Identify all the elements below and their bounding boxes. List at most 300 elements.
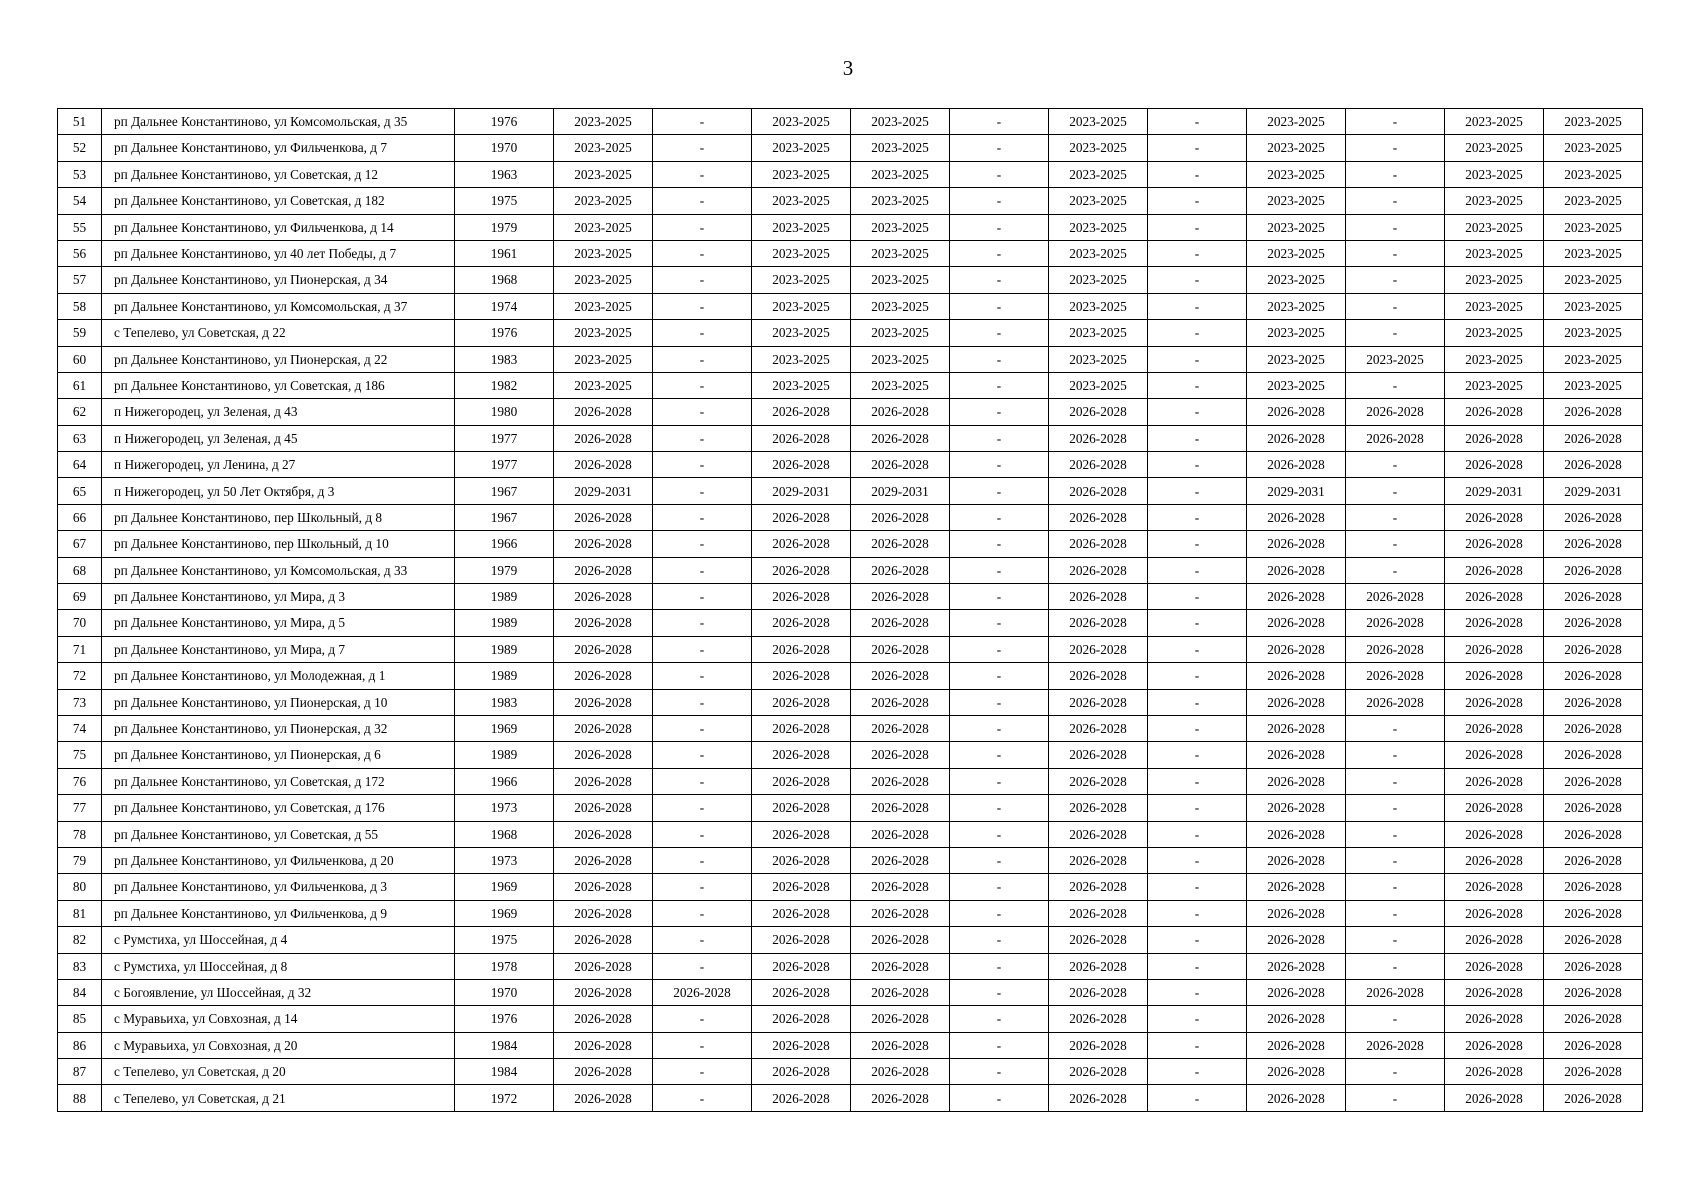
work-period-cell: - xyxy=(950,267,1049,293)
work-period-cell: 2026-2028 xyxy=(851,557,950,583)
work-period-cell: 2026-2028 xyxy=(1346,636,1445,662)
work-period-cell: 2023-2025 xyxy=(851,109,950,135)
work-period-cell: 2026-2028 xyxy=(1049,874,1148,900)
work-period-cell: - xyxy=(1148,1059,1247,1085)
work-period-cell: 2026-2028 xyxy=(851,663,950,689)
table-row xyxy=(58,240,1643,266)
row-number-cell: 54 xyxy=(58,188,102,214)
address-cell: рп Дальнее Константиново, ул Пионерская, д 34 xyxy=(102,267,455,293)
work-period-cell: 2026-2028 xyxy=(1445,795,1544,821)
work-period-cell: 2026-2028 xyxy=(554,636,653,662)
work-period-cell: 2026-2028 xyxy=(851,1085,950,1111)
work-period-cell: 2026-2028 xyxy=(851,874,950,900)
work-period-cell: 2023-2025 xyxy=(1544,214,1643,240)
address-cell: рп Дальнее Константиново, ул Комсомольская, д 37 xyxy=(102,293,455,319)
work-period-cell: - xyxy=(653,1006,752,1032)
table-row xyxy=(58,742,1643,768)
work-period-cell: - xyxy=(1346,504,1445,530)
work-period-cell: - xyxy=(1346,1006,1445,1032)
work-period-cell: - xyxy=(653,584,752,610)
work-period-cell: - xyxy=(950,452,1049,478)
work-period-cell: 2026-2028 xyxy=(1544,715,1643,741)
work-period-cell: - xyxy=(1346,188,1445,214)
work-period-cell: 2023-2025 xyxy=(1247,161,1346,187)
work-period-cell: 2023-2025 xyxy=(1049,293,1148,319)
work-period-cell: - xyxy=(950,847,1049,873)
work-period-cell: 2026-2028 xyxy=(554,1085,653,1111)
work-period-cell: 2026-2028 xyxy=(554,874,653,900)
row-number-cell: 62 xyxy=(58,399,102,425)
year-built-cell: 1979 xyxy=(455,214,554,240)
row-number-cell: 72 xyxy=(58,663,102,689)
row-number-cell: 52 xyxy=(58,135,102,161)
work-period-cell: 2026-2028 xyxy=(851,715,950,741)
year-built-cell: 1977 xyxy=(455,452,554,478)
work-period-cell: - xyxy=(1346,452,1445,478)
work-period-cell: - xyxy=(653,214,752,240)
work-period-cell: 2026-2028 xyxy=(554,425,653,451)
address-cell: п Нижегородец, ул Зеленая, д 45 xyxy=(102,425,455,451)
work-period-cell: 2023-2025 xyxy=(752,135,851,161)
work-period-cell: 2026-2028 xyxy=(752,979,851,1005)
address-cell: с Тепелево, ул Советская, д 21 xyxy=(102,1085,455,1111)
work-period-cell: - xyxy=(1148,715,1247,741)
work-period-cell: - xyxy=(653,399,752,425)
address-cell: рп Дальнее Константиново, ул Фильченкова, д 20 xyxy=(102,847,455,873)
row-number-cell: 58 xyxy=(58,293,102,319)
work-period-cell: 2026-2028 xyxy=(752,742,851,768)
table-row xyxy=(58,293,1643,319)
work-period-cell: 2023-2025 xyxy=(851,320,950,346)
work-period-cell: - xyxy=(1346,293,1445,319)
year-built-cell: 1975 xyxy=(455,188,554,214)
table-row xyxy=(58,320,1643,346)
work-period-cell: 2026-2028 xyxy=(1445,504,1544,530)
work-period-cell: 2026-2028 xyxy=(1445,1085,1544,1111)
work-period-cell: 2026-2028 xyxy=(1445,900,1544,926)
work-period-cell: - xyxy=(950,425,1049,451)
work-period-cell: 2023-2025 xyxy=(1247,372,1346,398)
table-row xyxy=(58,636,1643,662)
work-period-cell: - xyxy=(1346,161,1445,187)
work-period-cell: 2023-2025 xyxy=(1247,240,1346,266)
work-period-cell: 2026-2028 xyxy=(1544,584,1643,610)
table-row xyxy=(58,874,1643,900)
work-period-cell: 2026-2028 xyxy=(1445,821,1544,847)
year-built-cell: 1989 xyxy=(455,742,554,768)
work-period-cell: - xyxy=(653,715,752,741)
work-period-cell: 2026-2028 xyxy=(554,715,653,741)
work-period-cell: 2023-2025 xyxy=(1049,372,1148,398)
work-period-cell: - xyxy=(1148,1032,1247,1058)
work-period-cell: 2026-2028 xyxy=(1247,557,1346,583)
address-cell: рп Дальнее Константиново, ул Мира, д 7 xyxy=(102,636,455,662)
work-period-cell: 2023-2025 xyxy=(1049,161,1148,187)
work-period-cell: 2026-2028 xyxy=(1049,953,1148,979)
work-period-cell: 2026-2028 xyxy=(1544,795,1643,821)
row-number-cell: 75 xyxy=(58,742,102,768)
address-cell: рп Дальнее Константиново, пер Школьный, д 8 xyxy=(102,504,455,530)
work-period-cell: - xyxy=(653,874,752,900)
work-period-cell: - xyxy=(1346,320,1445,346)
work-period-cell: - xyxy=(1148,452,1247,478)
work-period-cell: 2026-2028 xyxy=(1544,399,1643,425)
work-period-cell: - xyxy=(1148,531,1247,557)
work-period-cell: 2026-2028 xyxy=(1445,399,1544,425)
work-period-cell: - xyxy=(1148,399,1247,425)
work-period-cell: 2026-2028 xyxy=(1247,610,1346,636)
work-period-cell: 2026-2028 xyxy=(752,1085,851,1111)
work-period-cell: 2026-2028 xyxy=(1544,979,1643,1005)
work-period-cell: 2023-2025 xyxy=(1544,267,1643,293)
work-period-cell: 2026-2028 xyxy=(554,847,653,873)
work-period-cell: 2023-2025 xyxy=(1544,372,1643,398)
work-period-cell: 2026-2028 xyxy=(554,979,653,1005)
work-period-cell: 2023-2025 xyxy=(1049,267,1148,293)
work-period-cell: 2023-2025 xyxy=(1445,135,1544,161)
work-period-cell: 2026-2028 xyxy=(1247,742,1346,768)
address-cell: с Тепелево, ул Советская, д 22 xyxy=(102,320,455,346)
work-period-cell: - xyxy=(1148,320,1247,346)
work-period-cell: 2026-2028 xyxy=(1049,1006,1148,1032)
year-built-cell: 1976 xyxy=(455,320,554,346)
work-period-cell: 2026-2028 xyxy=(752,557,851,583)
work-period-cell: 2026-2028 xyxy=(752,821,851,847)
work-period-cell: - xyxy=(1148,557,1247,583)
work-period-cell: - xyxy=(950,478,1049,504)
work-period-cell: - xyxy=(950,1085,1049,1111)
year-built-cell: 1989 xyxy=(455,610,554,636)
address-cell: с Муравьиха, ул Совхозная, д 20 xyxy=(102,1032,455,1058)
work-period-cell: - xyxy=(950,109,1049,135)
work-period-cell: 2023-2025 xyxy=(1445,161,1544,187)
row-number-cell: 56 xyxy=(58,240,102,266)
row-number-cell: 85 xyxy=(58,1006,102,1032)
work-period-cell: 2026-2028 xyxy=(851,821,950,847)
table-row xyxy=(58,689,1643,715)
work-period-cell: - xyxy=(1148,346,1247,372)
year-built-cell: 1989 xyxy=(455,636,554,662)
work-period-cell: 2026-2028 xyxy=(752,874,851,900)
work-period-cell: 2023-2025 xyxy=(1247,346,1346,372)
work-period-cell: 2026-2028 xyxy=(752,715,851,741)
work-period-cell: 2026-2028 xyxy=(1049,531,1148,557)
work-period-cell: 2026-2028 xyxy=(554,927,653,953)
work-period-cell: 2026-2028 xyxy=(554,531,653,557)
address-cell: рп Дальнее Константиново, ул Мира, д 5 xyxy=(102,610,455,636)
work-period-cell: 2023-2025 xyxy=(1445,320,1544,346)
work-period-cell: 2023-2025 xyxy=(752,346,851,372)
work-period-cell: 2023-2025 xyxy=(752,267,851,293)
work-period-cell: 2023-2025 xyxy=(1544,293,1643,319)
work-period-cell: 2026-2028 xyxy=(851,452,950,478)
work-period-cell: 2026-2028 xyxy=(1049,1085,1148,1111)
work-period-cell: 2023-2025 xyxy=(554,320,653,346)
work-period-cell: - xyxy=(950,346,1049,372)
work-period-cell: - xyxy=(1346,1085,1445,1111)
work-period-cell: - xyxy=(653,742,752,768)
table-row xyxy=(58,795,1643,821)
work-period-cell: 2029-2031 xyxy=(1544,478,1643,504)
row-number-cell: 63 xyxy=(58,425,102,451)
work-period-cell: 2023-2025 xyxy=(1247,267,1346,293)
work-period-cell: - xyxy=(1346,715,1445,741)
row-number-cell: 74 xyxy=(58,715,102,741)
work-period-cell: 2026-2028 xyxy=(1445,742,1544,768)
work-period-cell: 2026-2028 xyxy=(554,610,653,636)
work-period-cell: 2026-2028 xyxy=(1049,795,1148,821)
work-period-cell: - xyxy=(1346,557,1445,583)
work-period-cell: 2026-2028 xyxy=(1544,425,1643,451)
address-cell: рп Дальнее Константиново, ул Пионерская, д 22 xyxy=(102,346,455,372)
work-period-cell: 2023-2025 xyxy=(1049,109,1148,135)
year-built-cell: 1969 xyxy=(455,900,554,926)
work-period-cell: 2023-2025 xyxy=(1445,267,1544,293)
work-period-cell: 2026-2028 xyxy=(752,927,851,953)
work-period-cell: 2023-2025 xyxy=(1247,293,1346,319)
work-period-cell: 2023-2025 xyxy=(851,161,950,187)
table-row xyxy=(58,927,1643,953)
work-period-cell: - xyxy=(950,584,1049,610)
work-period-cell: - xyxy=(1148,478,1247,504)
row-number-cell: 88 xyxy=(58,1085,102,1111)
work-period-cell: - xyxy=(1346,900,1445,926)
work-period-cell: 2023-2025 xyxy=(752,240,851,266)
work-period-cell: - xyxy=(950,293,1049,319)
table-row xyxy=(58,135,1643,161)
work-period-cell: 2026-2028 xyxy=(752,768,851,794)
row-number-cell: 61 xyxy=(58,372,102,398)
work-period-cell: - xyxy=(950,953,1049,979)
work-period-cell: - xyxy=(1148,504,1247,530)
year-built-cell: 1963 xyxy=(455,161,554,187)
work-period-cell: 2026-2028 xyxy=(554,1032,653,1058)
work-period-cell: 2026-2028 xyxy=(1445,1006,1544,1032)
work-period-cell: - xyxy=(653,478,752,504)
table-row xyxy=(58,346,1643,372)
row-number-cell: 66 xyxy=(58,504,102,530)
table-row xyxy=(58,1032,1643,1058)
work-period-cell: 2026-2028 xyxy=(1346,663,1445,689)
work-period-cell: 2023-2025 xyxy=(851,293,950,319)
row-number-cell: 73 xyxy=(58,689,102,715)
work-period-cell: 2023-2025 xyxy=(554,214,653,240)
address-cell: рп Дальнее Константиново, ул Комсомольская, д 33 xyxy=(102,557,455,583)
work-period-cell: 2023-2025 xyxy=(752,293,851,319)
work-period-cell: - xyxy=(1148,109,1247,135)
work-period-cell: - xyxy=(1148,953,1247,979)
work-period-cell: 2026-2028 xyxy=(1247,900,1346,926)
work-period-cell: 2026-2028 xyxy=(1544,768,1643,794)
work-period-cell: 2026-2028 xyxy=(1049,979,1148,1005)
row-number-cell: 77 xyxy=(58,795,102,821)
housing-schedule-table xyxy=(57,108,1643,1112)
work-period-cell: - xyxy=(1148,636,1247,662)
table-row xyxy=(58,557,1643,583)
row-number-cell: 78 xyxy=(58,821,102,847)
work-period-cell: 2023-2025 xyxy=(1445,109,1544,135)
work-period-cell: - xyxy=(950,742,1049,768)
work-period-cell: - xyxy=(1346,267,1445,293)
work-period-cell: 2026-2028 xyxy=(752,900,851,926)
work-period-cell: 2023-2025 xyxy=(851,267,950,293)
year-built-cell: 1969 xyxy=(455,874,554,900)
work-period-cell: - xyxy=(1148,425,1247,451)
work-period-cell: 2026-2028 xyxy=(752,425,851,451)
work-period-cell: 2026-2028 xyxy=(1544,900,1643,926)
work-period-cell: 2026-2028 xyxy=(1544,821,1643,847)
address-cell: рп Дальнее Константиново, ул Молодежная, д 1 xyxy=(102,663,455,689)
row-number-cell: 82 xyxy=(58,927,102,953)
work-period-cell: - xyxy=(1346,927,1445,953)
work-period-cell: - xyxy=(653,795,752,821)
work-period-cell: 2029-2031 xyxy=(1247,478,1346,504)
table-row xyxy=(58,1006,1643,1032)
work-period-cell: - xyxy=(653,504,752,530)
work-period-cell: - xyxy=(1148,584,1247,610)
work-period-cell: 2026-2028 xyxy=(554,504,653,530)
address-cell: рп Дальнее Константиново, ул Фильченкова, д 9 xyxy=(102,900,455,926)
work-period-cell: 2026-2028 xyxy=(1247,874,1346,900)
work-period-cell: 2026-2028 xyxy=(1247,768,1346,794)
work-period-cell: 2026-2028 xyxy=(1445,1059,1544,1085)
work-period-cell: - xyxy=(1346,795,1445,821)
row-number-cell: 55 xyxy=(58,214,102,240)
work-period-cell: 2026-2028 xyxy=(1049,452,1148,478)
year-built-cell: 1977 xyxy=(455,425,554,451)
work-period-cell: 2026-2028 xyxy=(1049,1059,1148,1085)
year-built-cell: 1989 xyxy=(455,584,554,610)
work-period-cell: - xyxy=(653,900,752,926)
work-period-cell: - xyxy=(1346,847,1445,873)
row-number-cell: 80 xyxy=(58,874,102,900)
work-period-cell: - xyxy=(653,135,752,161)
work-period-cell: - xyxy=(950,531,1049,557)
work-period-cell: - xyxy=(1148,821,1247,847)
table-row xyxy=(58,1059,1643,1085)
address-cell: рп Дальнее Константиново, ул Советская, д 186 xyxy=(102,372,455,398)
year-built-cell: 1983 xyxy=(455,346,554,372)
work-period-cell: 2026-2028 xyxy=(554,821,653,847)
year-built-cell: 1979 xyxy=(455,557,554,583)
table-row xyxy=(58,188,1643,214)
work-period-cell: 2026-2028 xyxy=(851,1032,950,1058)
table-row xyxy=(58,610,1643,636)
work-period-cell: - xyxy=(950,636,1049,662)
year-built-cell: 1969 xyxy=(455,715,554,741)
work-period-cell: 2026-2028 xyxy=(1049,584,1148,610)
work-period-cell: - xyxy=(1148,847,1247,873)
address-cell: рп Дальнее Константиново, ул Фильченкова, д 14 xyxy=(102,214,455,240)
address-cell: рп Дальнее Константиново, ул Пионерская, д 6 xyxy=(102,742,455,768)
work-period-cell: 2026-2028 xyxy=(752,584,851,610)
work-period-cell: - xyxy=(1346,240,1445,266)
table-row xyxy=(58,531,1643,557)
work-period-cell: - xyxy=(653,821,752,847)
work-period-cell: 2023-2025 xyxy=(1247,188,1346,214)
work-period-cell: 2023-2025 xyxy=(1544,346,1643,372)
year-built-cell: 1972 xyxy=(455,1085,554,1111)
address-cell: с Румстиха, ул Шоссейная, д 8 xyxy=(102,953,455,979)
work-period-cell: 2026-2028 xyxy=(1049,399,1148,425)
address-cell: с Тепелево, ул Советская, д 20 xyxy=(102,1059,455,1085)
year-built-cell: 1968 xyxy=(455,821,554,847)
work-period-cell: 2026-2028 xyxy=(1247,1059,1346,1085)
work-period-cell: 2026-2028 xyxy=(1247,847,1346,873)
work-period-cell: 2026-2028 xyxy=(1445,953,1544,979)
work-period-cell: 2023-2025 xyxy=(851,214,950,240)
work-period-cell: 2026-2028 xyxy=(554,584,653,610)
work-period-cell: - xyxy=(1346,531,1445,557)
work-period-cell: - xyxy=(1346,478,1445,504)
work-period-cell: 2026-2028 xyxy=(1544,689,1643,715)
work-period-cell: 2026-2028 xyxy=(1445,927,1544,953)
work-period-cell: 2026-2028 xyxy=(1346,425,1445,451)
work-period-cell: 2026-2028 xyxy=(1544,1006,1643,1032)
work-period-cell: - xyxy=(950,821,1049,847)
work-period-cell: 2026-2028 xyxy=(1445,584,1544,610)
work-period-cell: - xyxy=(653,372,752,398)
work-period-cell: - xyxy=(950,689,1049,715)
work-period-cell: 2023-2025 xyxy=(554,240,653,266)
year-built-cell: 1982 xyxy=(455,372,554,398)
work-period-cell: 2029-2031 xyxy=(752,478,851,504)
work-period-cell: 2026-2028 xyxy=(554,663,653,689)
work-period-cell: 2026-2028 xyxy=(554,452,653,478)
table-row xyxy=(58,821,1643,847)
work-period-cell: 2026-2028 xyxy=(1544,1085,1643,1111)
work-period-cell: 2026-2028 xyxy=(1247,979,1346,1005)
work-period-cell: 2026-2028 xyxy=(851,927,950,953)
work-period-cell: - xyxy=(1346,372,1445,398)
work-period-cell: - xyxy=(653,452,752,478)
work-period-cell: 2026-2028 xyxy=(1445,689,1544,715)
work-period-cell: - xyxy=(1148,663,1247,689)
table-row xyxy=(58,109,1643,135)
work-period-cell: - xyxy=(1148,293,1247,319)
work-period-cell: 2026-2028 xyxy=(554,689,653,715)
table-row xyxy=(58,847,1643,873)
work-period-cell: 2023-2025 xyxy=(851,135,950,161)
work-period-cell: 2023-2025 xyxy=(554,293,653,319)
work-period-cell: 2023-2025 xyxy=(554,135,653,161)
work-period-cell: 2023-2025 xyxy=(1049,188,1148,214)
work-period-cell: - xyxy=(1148,927,1247,953)
table-row xyxy=(58,399,1643,425)
work-period-cell: 2023-2025 xyxy=(1445,240,1544,266)
work-period-cell: 2026-2028 xyxy=(851,795,950,821)
work-period-cell: - xyxy=(653,610,752,636)
work-period-cell: - xyxy=(950,900,1049,926)
work-period-cell: 2026-2028 xyxy=(1247,715,1346,741)
address-cell: рп Дальнее Константиново, ул Пионерская, д 32 xyxy=(102,715,455,741)
work-period-cell: 2023-2025 xyxy=(1346,346,1445,372)
work-period-cell: 2026-2028 xyxy=(851,1006,950,1032)
work-period-cell: - xyxy=(653,1032,752,1058)
work-period-cell: 2023-2025 xyxy=(1544,320,1643,346)
table-row xyxy=(58,1085,1643,1111)
address-cell: с Богоявление, ул Шоссейная, д 32 xyxy=(102,979,455,1005)
work-period-cell: - xyxy=(1148,689,1247,715)
year-built-cell: 1975 xyxy=(455,927,554,953)
work-period-cell: 2023-2025 xyxy=(752,214,851,240)
work-period-cell: 2026-2028 xyxy=(851,584,950,610)
work-period-cell: - xyxy=(1346,1059,1445,1085)
work-period-cell: - xyxy=(1148,1085,1247,1111)
work-period-cell: 2026-2028 xyxy=(851,636,950,662)
work-period-cell: 2026-2028 xyxy=(752,636,851,662)
year-built-cell: 1970 xyxy=(455,979,554,1005)
